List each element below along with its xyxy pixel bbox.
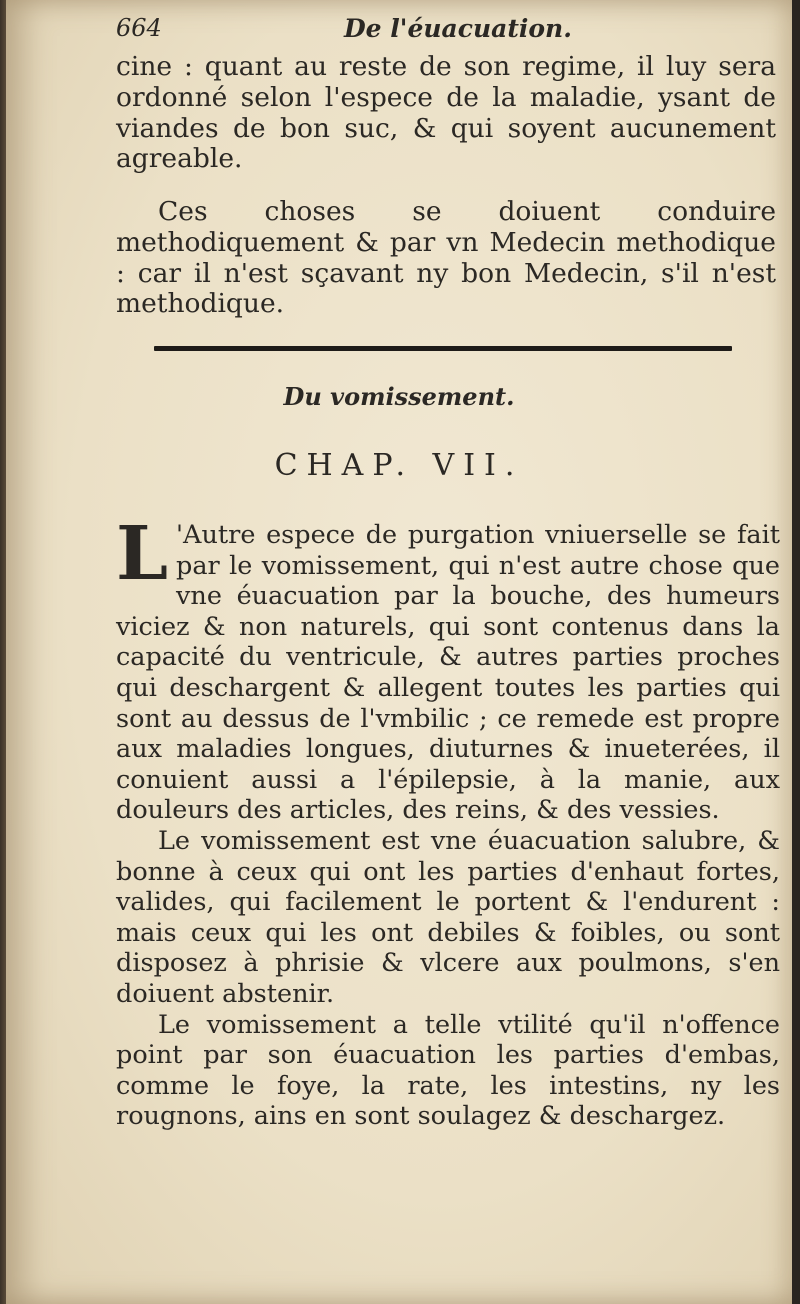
paragraph-text: 'Autre espece de purgation vniuerselle se fait par le vomissement, qui n'est autre chose que vne éuacuation par la bouche, des humeurs viciez & non naturels, qui sont contenus dans la capacité du ventricule, & autres parties proches qui deschargent & allegent toutes les parties qui sont au dessus de l'vmbilic ; ce remede est propre aux maladies longues, diuturnes & inueterées, il conuient aussi a l'épilepsie, à la manie, aux douleurs des articles, des reins, & des vessies. bbox=[116, 520, 780, 826]
chapter-paragraph-3: Le vomissement a telle vtilité qu'il n'offence point par son éuacuation les parties d'embas, comme le foye, la rate, les intestins, ny les rougnons, ains en sont soulagez & deschargez. bbox=[116, 1009, 780, 1132]
page-header bbox=[116, 14, 756, 52]
book-page bbox=[6, 0, 792, 1304]
running-title: De l'éuacuation. bbox=[344, 14, 572, 43]
page-number: 664 bbox=[116, 14, 162, 42]
section-title: Du vomissement. bbox=[283, 382, 515, 411]
chapter-paragraph-1 bbox=[116, 511, 780, 826]
chapter-paragraph-2: Le vomissement est vne éuacuation salubre, & bonne à ceux qui ont les parties d'enhaut fortes, valides, qui facilement le portent & l'endurent : mais ceux qui les ont debiles & foibles, ou sont disposez à phrisie & vlcere aux poulmons, s'en doiuent abstenir. bbox=[116, 825, 780, 1009]
drop-cap-letter: L bbox=[116, 511, 169, 597]
chapter-body bbox=[116, 511, 780, 1132]
chapter-heading: CHAP. VII. bbox=[274, 448, 524, 483]
paragraph-continuation: cine : quant au reste de son regime, il luy sera ordonné selon l'espece de la maladie, ysant de viandes de bon suc, & qui soyent aucunement agreable. bbox=[116, 51, 776, 175]
section-divider-rule bbox=[154, 346, 732, 351]
paragraph-methodique: Ces choses se doiuent conduire methodiquement & par vn Medecin methodique : car il n'est sçavant ny bon Medecin, s'il n'est methodique. bbox=[116, 196, 776, 320]
